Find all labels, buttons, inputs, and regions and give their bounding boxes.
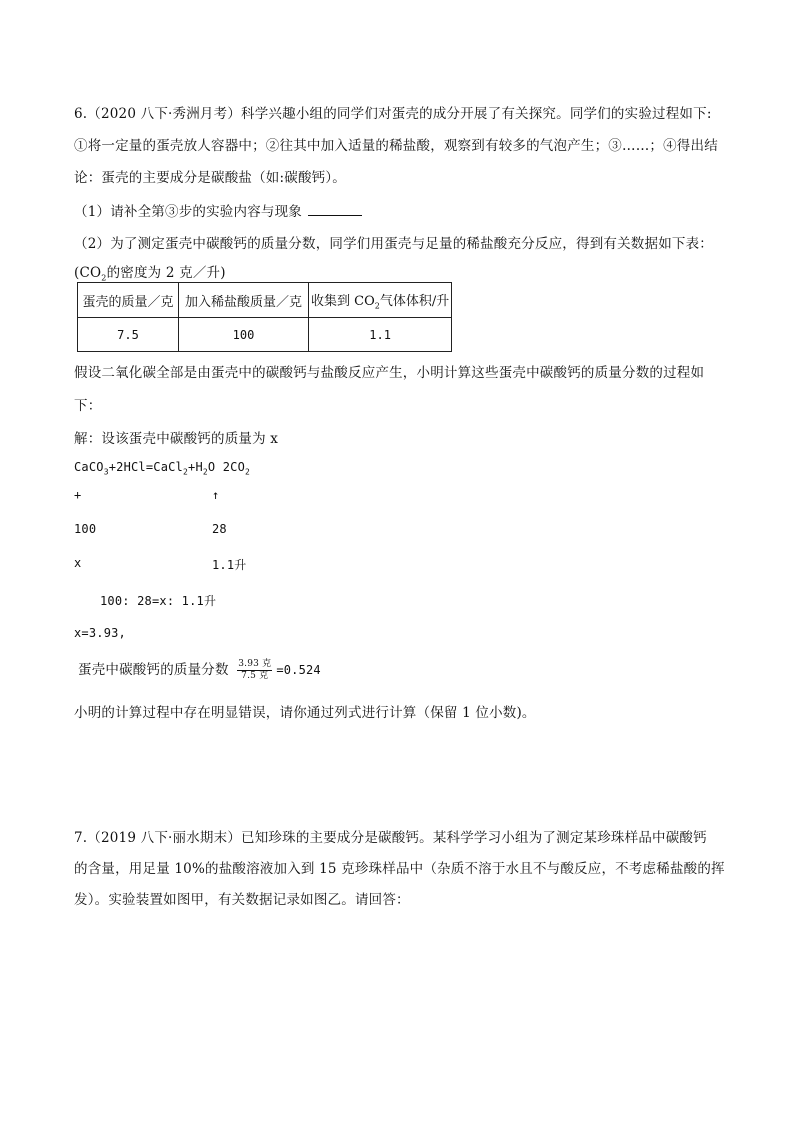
header-acid-mass: 加入稀盐酸质量／克 xyxy=(179,283,309,318)
fraction-result: =0.524 xyxy=(276,663,321,677)
eq-plus: + xyxy=(74,488,82,502)
cell-acid-mass: 100 xyxy=(179,318,309,352)
q7-line3: 发）。实验装置如图甲，有关数据记录如图乙。请回答： xyxy=(74,892,410,908)
q6-line2: ①将一定量的蛋壳放人容器中；②往其中加入适量的稀盐酸，观察到有较多的气泡产生；③……；④得出结 xyxy=(74,138,718,154)
q6-line3: 论：蛋壳的主要成分是碳酸盐（如:碳酸钙）。 xyxy=(74,170,346,186)
eq-a: CaCO xyxy=(74,460,104,474)
q6-sub1-text: （1）请补全第③步的实验内容与现象 xyxy=(74,204,302,220)
q7-line2: 的含量，用足量 10%的盐酸溶液加入到 15 克珍珠样品中（杂质不溶于水且不与酸反应，不考虑稀盐酸的挥 xyxy=(74,861,725,877)
chemical-equation xyxy=(74,460,250,476)
header-co2-a: 收集到 CO xyxy=(311,293,375,309)
table-header-row xyxy=(78,283,452,318)
fraction xyxy=(237,659,272,682)
x-value: x=3.93, xyxy=(74,626,126,640)
eq-b: +2HCl=CaCl xyxy=(108,460,183,474)
fraction-denominator: 7.5 克 xyxy=(241,671,269,681)
density-note xyxy=(74,261,226,283)
coef-28: 28 xyxy=(212,522,227,536)
q6-sub1 xyxy=(74,200,362,220)
eq-up-arrow-icon: ↑ xyxy=(212,488,220,502)
density-sub: 2 xyxy=(101,273,107,283)
eq-d-sub: 2 xyxy=(245,467,251,477)
assumption-line1: 假设二氧化碳全部是由蛋壳中的碳酸钙与盐酸反应产生，小明计算这些蛋壳中碳酸钙的质量分数的过程如 xyxy=(74,365,705,381)
eq-b-sub: 2 xyxy=(182,467,189,477)
mass-fraction-line xyxy=(78,658,321,682)
fraction-numerator: 3.93 克 xyxy=(238,659,272,669)
density-a: (CO xyxy=(74,265,102,281)
coef-100: 100 xyxy=(74,522,97,536)
header-co2-sub: 2 xyxy=(374,301,380,311)
eq-c: +H xyxy=(188,460,203,474)
eq-c-sub: 2 xyxy=(202,467,208,477)
answer-blank xyxy=(308,203,362,216)
unknown-x: x xyxy=(74,556,82,570)
fraction-label: 蛋壳中碳酸钙的质量分数 xyxy=(78,662,229,678)
q6-question: 小明的计算过程中存在明显错误，请你通过列式进行计算（保留 1 位小数)。 xyxy=(74,705,536,721)
data-table xyxy=(77,282,452,352)
q6-line1: 6.（2020 八下·秀洲月考）科学兴趣小组的同学们对蛋壳的成分开展了有关探究。同学们的实验过程如下: xyxy=(74,106,712,122)
volume-value: 1.1升 xyxy=(212,558,247,572)
density-b: 的密度为 2 克／升) xyxy=(106,265,226,281)
header-co2-volume xyxy=(309,283,452,318)
header-co2-b: 气体体积/升 xyxy=(379,293,450,309)
eq-a-sub: 3 xyxy=(103,467,109,477)
header-eggshell-mass: 蛋壳的质量／克 xyxy=(78,283,179,318)
table-row xyxy=(78,318,452,352)
assumption-line2: 下： xyxy=(74,398,102,414)
cell-eggshell-mass: 7.5 xyxy=(78,318,179,352)
eq-d: O 2CO xyxy=(207,460,246,474)
solution-intro: 解：设该蛋壳中碳酸钙的质量为 x xyxy=(74,431,279,447)
ratio-line: 100: 28=x: 1.1升 xyxy=(100,594,217,608)
cell-co2-volume: 1.1 xyxy=(309,318,452,352)
q6-sub2: （2）为了测定蛋壳中碳酸钙的质量分数，同学们用蛋壳与足量的稀盐酸充分反应，得到有关数据如下表： xyxy=(74,236,713,252)
q7-line1: 7.（2019 八下·丽水期末）已知珍珠的主要成分是碳酸钙。某科学学习小组为了测定某珍珠样品中碳酸钙 xyxy=(74,830,707,846)
